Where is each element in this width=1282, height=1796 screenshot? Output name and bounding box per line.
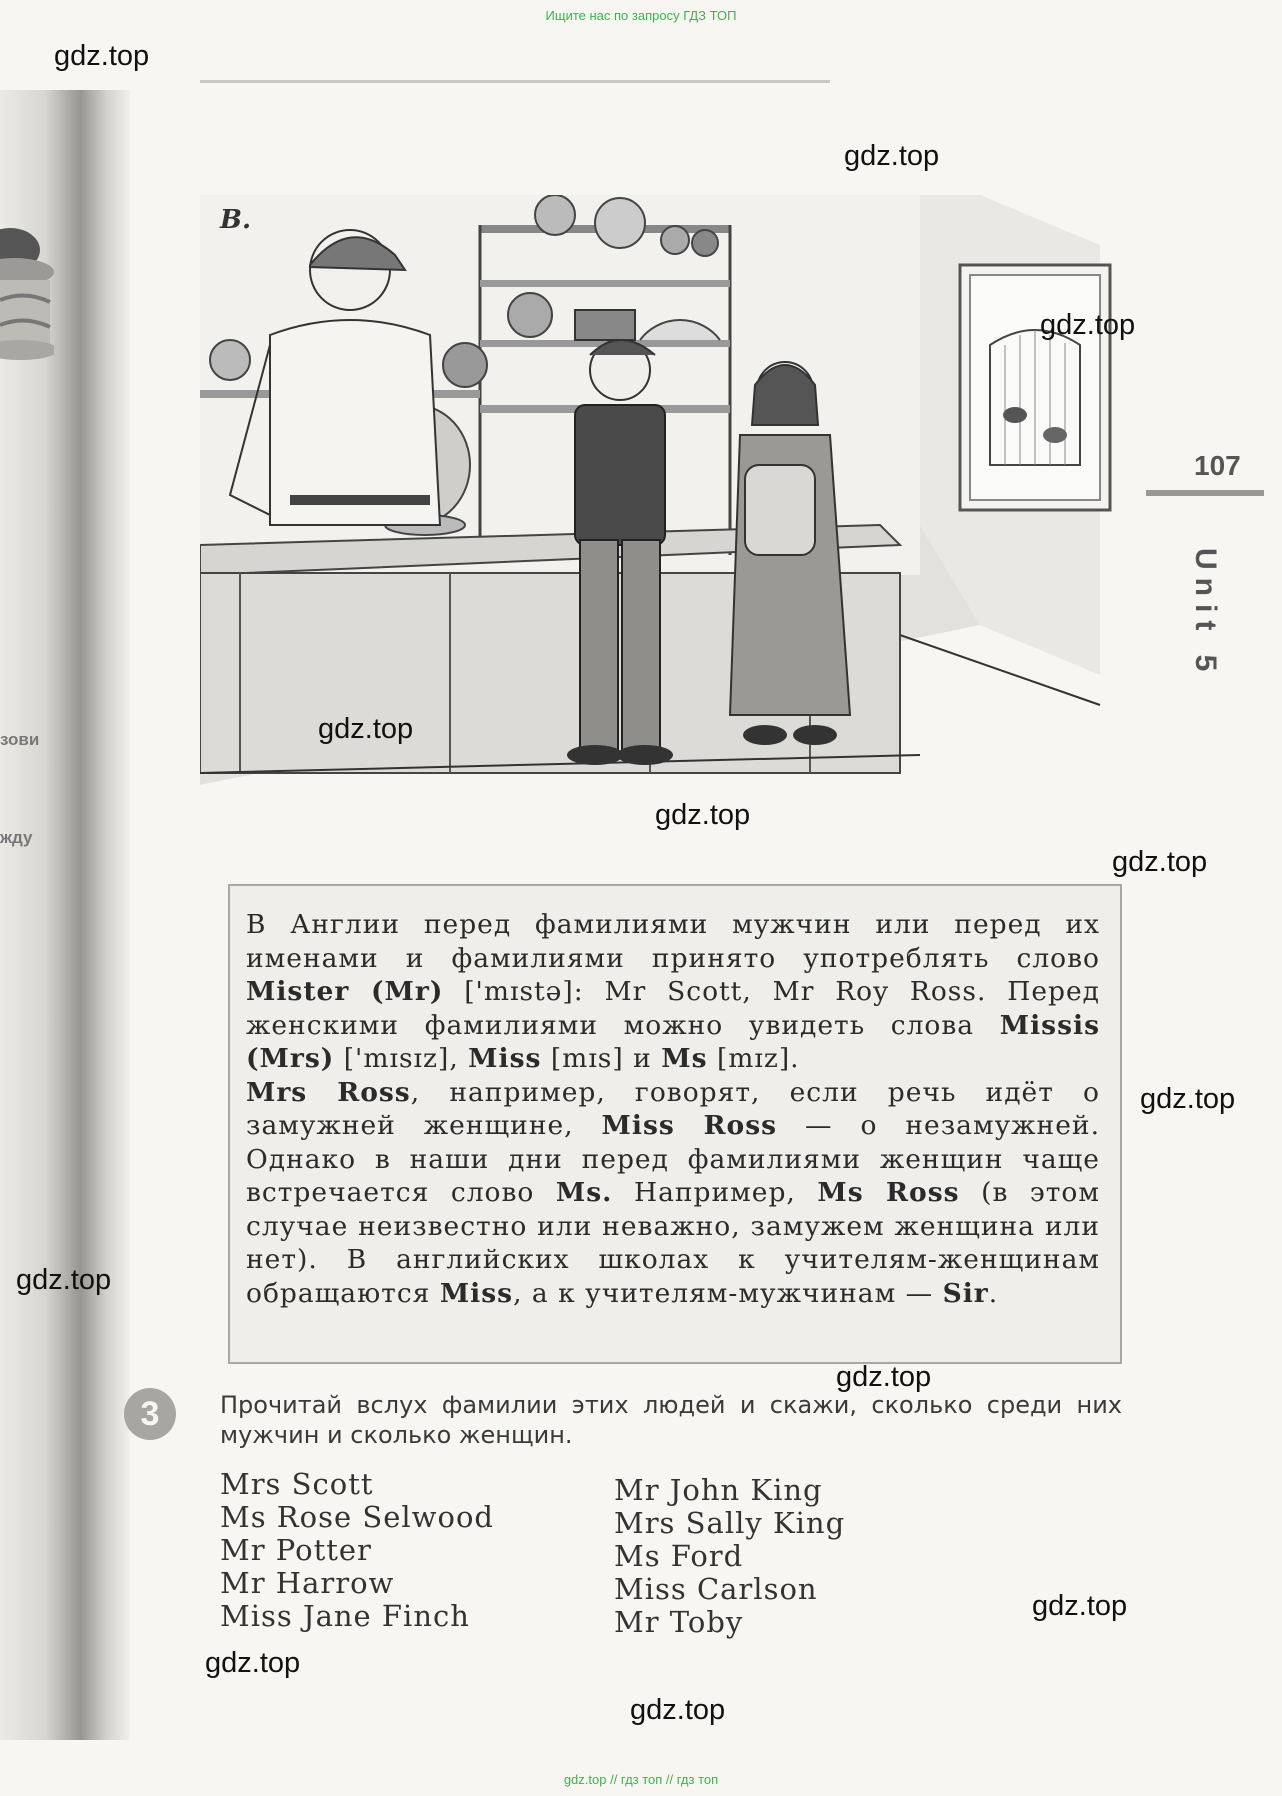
- watermark: gdz.top: [1140, 1083, 1236, 1115]
- watermark: gdz.top: [630, 1694, 726, 1726]
- unit-number: 5: [1189, 654, 1222, 672]
- watermark: gdz.top: [1040, 309, 1136, 341]
- left-page-fragment: зови: [0, 730, 40, 749]
- toy-shop-illustration: [200, 195, 1120, 795]
- list-item: Mr Toby: [614, 1605, 744, 1639]
- grammar-note-text: В Англии перед фамилиями мужчин или перед их именами и фамилиями принято употреблять слово Mister (Mr) ['mɪstə]: Mr Scott, Mr Roy Ross. Перед женскими фамилиями можно увидеть слова Missis (Mrs) ['mɪsɪz], Miss [mɪs] и Ms [mɪz]. Mrs Ross, например, говорят, если речь идёт о замужней женщине, Miss Ross — о незамужней. Однако в наши дни перед фамилиями женщин чаще встречается слово Ms. Например, Ms Ross (в этом случае неизвестно или неважно, замужем женщина или нет). В английских школах к учителям-женщинам обращаются Miss, а к учителям-мужчинам — Sir.: [246, 909, 1101, 1309]
- list-item: Ms Ford: [614, 1539, 744, 1573]
- exercise-instruction: Прочитай вслух фамилии этих людей и скажи, сколько среди них мужчин и сколько женщин.: [220, 1391, 1122, 1449]
- list-item: Miss Carlson: [614, 1572, 818, 1606]
- list-item: Mr John King: [614, 1473, 823, 1507]
- list-item: Mrs Scott: [220, 1467, 374, 1501]
- watermark: gdz.top: [205, 1647, 301, 1679]
- unit-label: [1190, 548, 1222, 671]
- top-banner[interactable]: Ищите нас по запросу ГДЗ ТОП: [545, 8, 737, 23]
- unit-word: Unit: [1189, 548, 1222, 639]
- grammar-note-box: [228, 884, 1122, 1364]
- bottom-footer[interactable]: gdz.top // гдз топ // гдз топ: [563, 1772, 719, 1787]
- names-list-left: [220, 1468, 494, 1633]
- list-item: Ms Rose Selwood: [220, 1500, 494, 1534]
- list-item: Mr Harrow: [220, 1566, 395, 1600]
- watermark: gdz.top: [1032, 1590, 1128, 1622]
- list-item: Miss Jane Finch: [220, 1599, 470, 1633]
- list-item: Mr Potter: [220, 1533, 372, 1567]
- watermark: gdz.top: [54, 40, 150, 72]
- exercise-number-badge: 3: [124, 1388, 176, 1440]
- section-letter: B.: [220, 205, 252, 235]
- cake-illustration-fragment: [0, 210, 54, 390]
- left-page-fragment: жду: [0, 828, 33, 847]
- watermark: gdz.top: [16, 1264, 112, 1296]
- watermark: gdz.top: [318, 713, 414, 745]
- names-list-right: [614, 1474, 845, 1639]
- page-number: 107: [1194, 450, 1241, 481]
- top-rule: [200, 80, 830, 83]
- watermark: gdz.top: [844, 140, 940, 172]
- watermark: gdz.top: [1112, 846, 1208, 878]
- watermark: gdz.top: [836, 1361, 932, 1393]
- list-item: Mrs Sally King: [614, 1506, 846, 1540]
- page-number-rule: [1146, 490, 1264, 496]
- watermark: gdz.top: [655, 799, 751, 831]
